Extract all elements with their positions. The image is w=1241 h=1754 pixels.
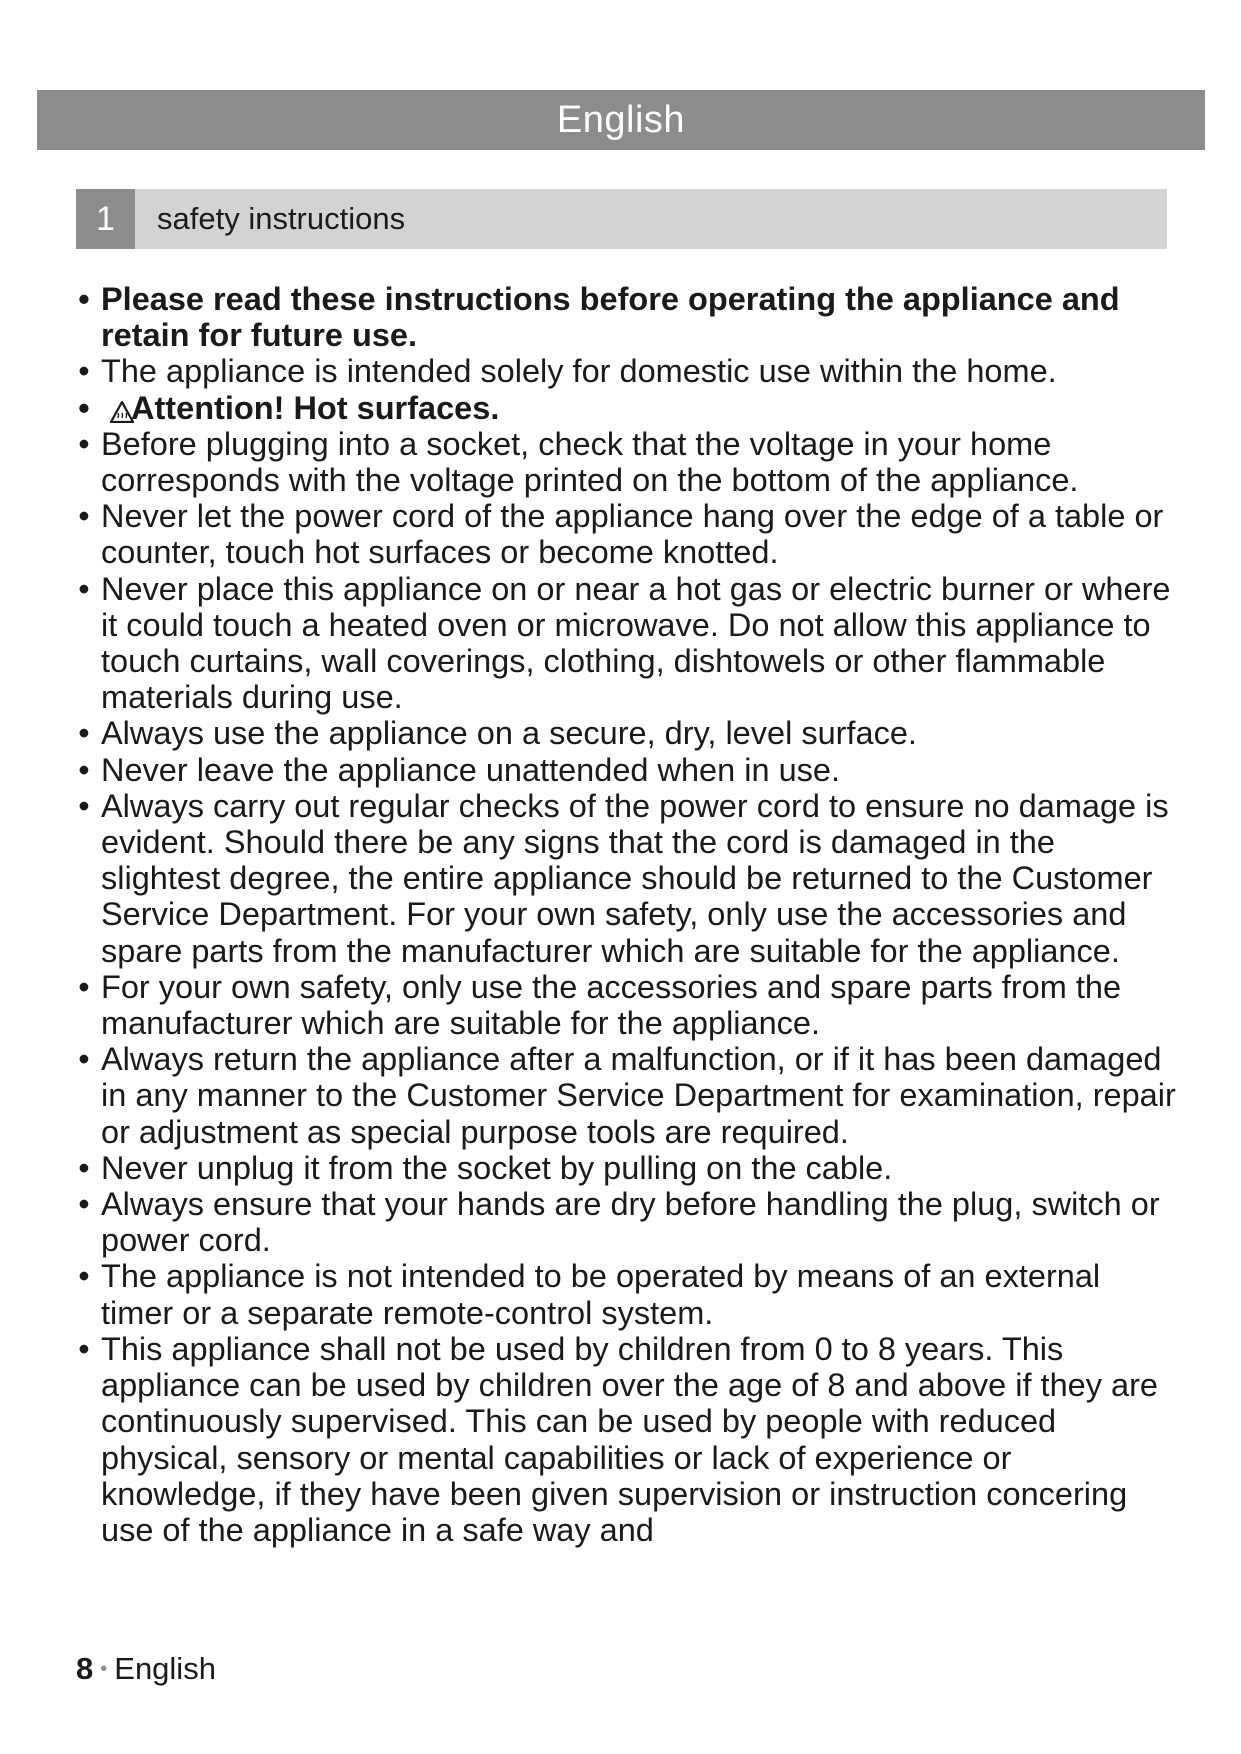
instruction-text: For your own safety, only use the accessories and spare parts from the manufacturer which are suitable for the appliance.: [101, 968, 1122, 1042]
bullet: •: [78, 353, 90, 390]
footer-language: English: [114, 1651, 216, 1686]
section-header: [76, 189, 1167, 249]
list-item: [76, 752, 1176, 788]
instruction-text: This appliance shall not be used by children from 0 to 8 years. This appliance can be used by children over the age of 8 and above if they are continuously supervised. This can be used by people with reduced physical, sensory or mental capabilities or lack of experience or knowledge, if they have been given supervision or instruction concering use of the appliance in a safe way and: [101, 1330, 1158, 1548]
bullet: •: [78, 498, 90, 535]
list-item: [76, 571, 1176, 716]
instruction-text: Please read these instructions before operating the appliance and retain for future use.: [101, 281, 1120, 354]
list-item: [76, 353, 1176, 389]
bullet: •: [78, 787, 90, 824]
bullet: •: [78, 425, 90, 462]
instruction-text: Attention! Hot surfaces.: [131, 389, 500, 426]
page-footer: [76, 1651, 216, 1687]
instruction-text: Always return the appliance after a malfunction, or if it has been damaged in any manner to the Customer Service Department for examination, repair or adjustment as special purpose tools are required.: [101, 1041, 1176, 1150]
bullet: •: [78, 715, 90, 752]
list-item: [76, 1186, 1176, 1258]
bullet: •: [78, 570, 90, 607]
safety-instructions-list: [76, 281, 1176, 1548]
list-item: [76, 715, 1176, 751]
list-item: [76, 1258, 1176, 1330]
page-number: 8: [76, 1651, 94, 1686]
instruction-text: Never unplug it from the socket by pulling on the cable.: [101, 1149, 893, 1186]
bullet: •: [78, 389, 90, 426]
bullet: •: [78, 281, 90, 317]
list-item: [76, 1041, 1176, 1150]
language-banner: [37, 90, 1205, 150]
instruction-text: Always carry out regular checks of the power cord to ensure no damage is evident. Should there be any signs that the cord is damaged in the slightest degree, the entire appliance should be returned to the Customer Service Department. For your own safety, only use the accessories and spare parts from the manufacturer which are suitable for the appliance.: [101, 787, 1169, 969]
instruction-text: Always ensure that your hands are dry before handling the plug, switch or power cord.: [101, 1186, 1160, 1259]
instruction-text: Never leave the appliance unattended when in use.: [101, 751, 840, 788]
list-item: [76, 281, 1176, 353]
bullet: •: [78, 1041, 90, 1078]
bullet: •: [78, 751, 90, 788]
list-item: [76, 390, 1176, 426]
list-item: [76, 969, 1176, 1041]
bullet: •: [78, 1149, 90, 1186]
instruction-text: Never place this appliance on or near a hot gas or electric burner or where it could touch a heated oven or microwave. Do not allow this appliance to touch curtains, wall coverings, clothing, dishtowels or other flammable materials during use.: [101, 570, 1171, 716]
list-item: [76, 498, 1176, 570]
list-item: [76, 426, 1176, 498]
bullet: •: [78, 1330, 90, 1367]
bullet: •: [78, 1258, 90, 1295]
list-item: [76, 788, 1176, 969]
section-title: safety instructions: [157, 201, 406, 236]
instruction-text: Never let the power cord of the appliance hang over the edge of a table or counter, touch hot surfaces or become knotted.: [101, 498, 1164, 571]
language-title: English: [556, 98, 686, 141]
instruction-text: Always use the appliance on a secure, dry, level surface.: [101, 715, 917, 752]
section-number: 1: [76, 189, 135, 249]
instruction-text: Before plugging into a socket, check that the voltage in your home corresponds with the voltage printed on the bottom of the appliance.: [101, 425, 1079, 499]
bullet: •: [78, 1186, 90, 1223]
footer-separator: •: [100, 1657, 108, 1680]
instruction-text: The appliance is not intended to be operated by means of an external timer or a separate remote-control system.: [101, 1258, 1101, 1331]
bullet: •: [78, 968, 90, 1005]
list-item: [76, 1150, 1176, 1186]
instruction-text: The appliance is intended solely for domestic use within the home.: [101, 353, 1057, 390]
list-item: [76, 1331, 1176, 1548]
